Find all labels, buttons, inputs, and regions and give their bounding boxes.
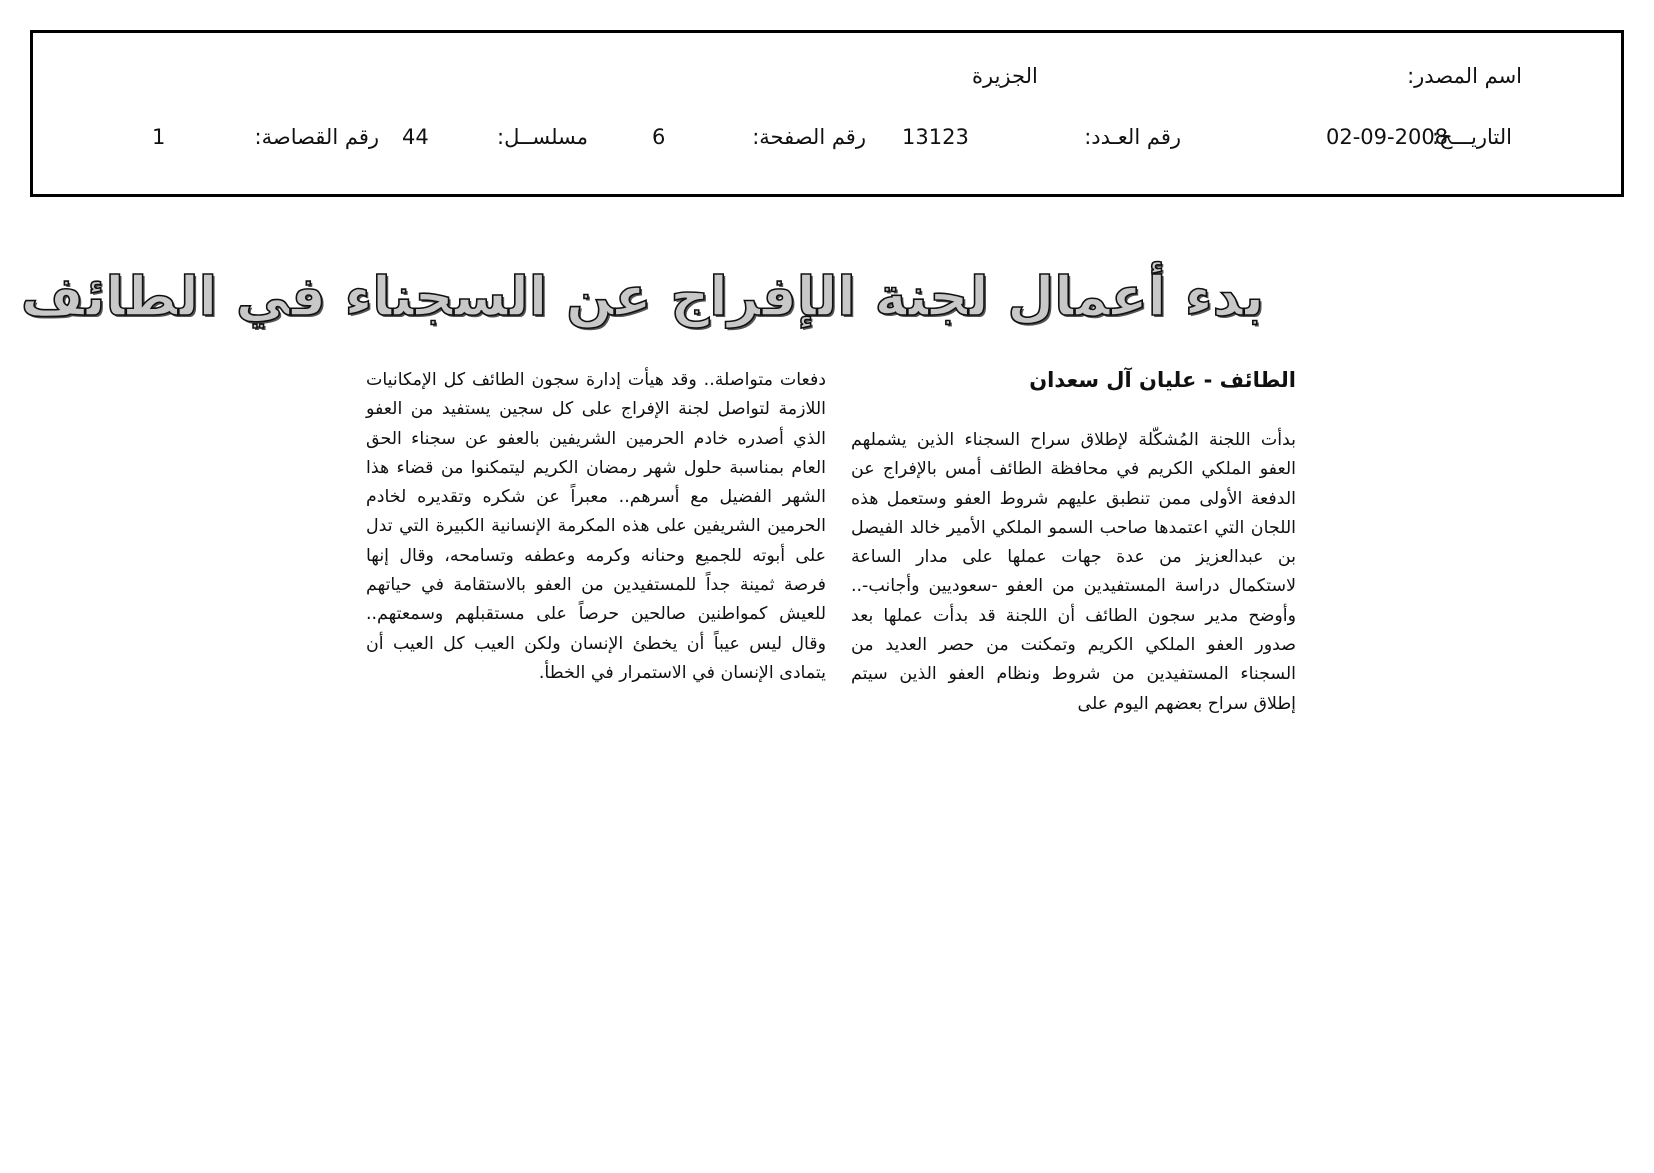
page-label: رقم الصفحة: — [752, 125, 866, 149]
article-body-right: بدأت اللجنة المُشكّلة لإطلاق سراح السجناء الذين يشملهم العفو الملكي الكريم في محافظة الطائف أمس بالإفراج عن الدفعة الأولى ممن تنطبق عليهم شروط العفو وستعمل هذه اللجان التي اعتمدها صاحب السمو الملكي الأمير خالد الفيصل بن عبدالعزيز من عدة جهات عملها على مدار الساعة لاستكمال دراسة المستفيدين من العفو -سعوديين وأجانب-.. وأوضح مدير سجون الطائف أن اللجنة قد بدأت عملها بعد صدور العفو الملكي الكريم وتمكنت من حصر العديد من السجناء المستفيدين من شروط ونظام العفو الذين سيتم إطلاق سراح بعضهم اليوم على — [851, 430, 1296, 714]
source-label: اسم المصدر: — [1407, 64, 1522, 88]
clipping-metadata-box — [30, 30, 1624, 197]
page-value: 6 — [652, 125, 666, 149]
clip-number-value: 1 — [152, 125, 166, 149]
issue-label: رقم العـدد: — [1084, 125, 1181, 149]
article-column-right — [851, 426, 1296, 719]
article-column-left — [366, 366, 826, 688]
clip-number-label: رقم القصاصة: — [254, 125, 379, 149]
serial-label: مسلســل: — [497, 125, 588, 149]
date-label: التاريـــخ: — [1431, 125, 1512, 149]
article-headline: بدء أعمال لجنة الإفراج عن السجناء في الطائف — [20, 265, 1264, 328]
article-body-left: دفعات متواصلة.. وقد هيأت إدارة سجون الطائف كل الإمكانيات اللازمة لتواصل لجنة الإفراج على كل سجين يستفيد من العفو الذي أصدره خادم الحرمين الشريفين بالعفو عن سجناء الحق العام بمناسبة حلول شهر رمضان الكريم ليتمكنوا من قضاء هذا الشهر الفضيل مع أسرهم.. معبراً عن شكره وتقديره لخادم الحرمين الشريفين على هذه المكرمة الإنسانية الكبيرة التي تدل على أبوته للجميع وحنانه وكرمه وعطفه وتسامحه، وقال إنها فرصة ثمينة جداً للمستفيدين من العفو بالاستقامة في حياتهم للعيش كمواطنين صالحين حرصاً على مستقبلهم وسمعتهم.. وقال ليس عيباً أن يخطئ الإنسان ولكن العيب كل العيب أن يتمادى الإنسان في الاستمرار في الخطأ. — [366, 370, 826, 683]
date-value: 02-09-2008 — [1326, 125, 1449, 149]
issue-value: 13123 — [902, 125, 969, 149]
article-byline: الطائف - عليان آل سعدان — [1029, 368, 1296, 392]
source-value: الجزيرة — [972, 64, 1038, 88]
serial-value: 44 — [402, 125, 429, 149]
